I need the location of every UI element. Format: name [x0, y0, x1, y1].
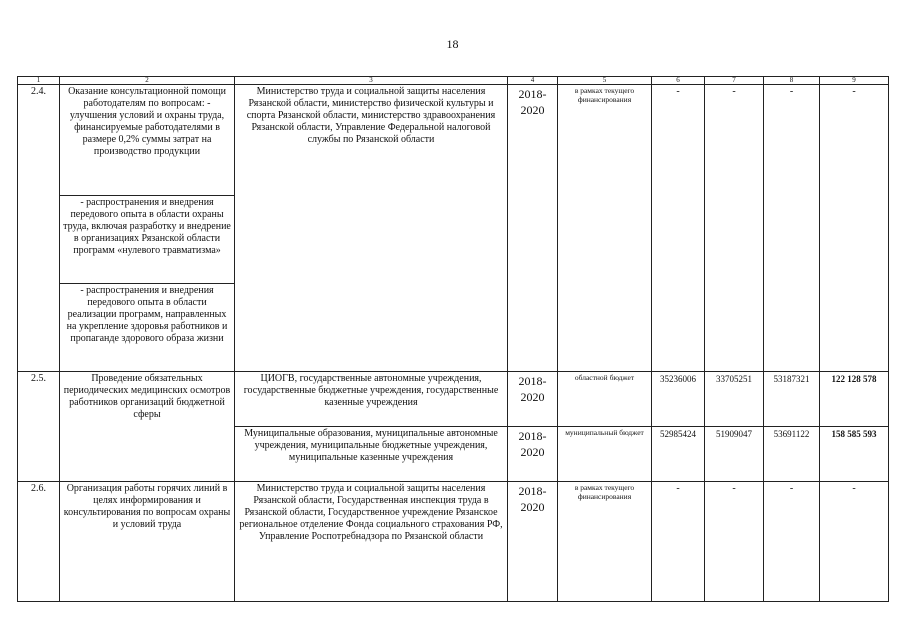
- executor-cell: Министерство труда и социальной защиты населения Рязанской области, Государственная инспекция труда в Рязанской области, Государственное учреждение Рязанское региональное отделение Фонда социального страхования РФ, Управление Роспотребнадзора по Рязанской области: [235, 482, 508, 602]
- column-number-row: [18, 77, 889, 85]
- amount-2019-cell: -: [705, 482, 764, 602]
- plan-table: [17, 76, 889, 602]
- executor-cell: Министерство труда и социальной защиты населения Рязанской области, министерство физической культуры и спорта Рязанской области, министерство здравоохранения Рязанской области, Управление Федеральной налоговой службы по Рязанской области: [235, 85, 508, 372]
- amount-2020-cell: 53691122: [764, 427, 820, 482]
- column-header: 9: [820, 77, 889, 85]
- amount-2020-cell: -: [764, 85, 820, 372]
- years-cell: 2018-2020: [508, 482, 558, 602]
- table-row: [18, 372, 889, 427]
- amount-2018-cell: -: [652, 85, 705, 372]
- amount-2019-cell: 33705251: [705, 372, 764, 427]
- amount-total-cell: 122 128 578: [820, 372, 889, 427]
- funding-source-cell: муниципальный бюджет: [558, 427, 652, 482]
- table-row: [18, 482, 889, 602]
- funding-source-cell: в рамках текущего финансирования: [558, 85, 652, 372]
- funding-source-cell: областной бюджет: [558, 372, 652, 427]
- column-header: 3: [235, 77, 508, 85]
- amount-2018-cell: 52985424: [652, 427, 705, 482]
- amount-2019-cell: -: [705, 85, 764, 372]
- column-header: 6: [652, 77, 705, 85]
- executor-cell: Муниципальные образования, муниципальные автономные учреждения, муниципальные бюджетные учреждения, муниципальные казенные учреждения: [235, 427, 508, 482]
- funding-source-cell: в рамках текущего финансирования: [558, 482, 652, 602]
- activity-cell: Организация работы горячих линий в целях информирования и консультирования по вопросам охраны и условий труда: [60, 482, 235, 602]
- column-header: 8: [764, 77, 820, 85]
- row-number: 2.5.: [18, 372, 60, 482]
- amount-2020-cell: 53187321: [764, 372, 820, 427]
- amount-2019-cell: 51909047: [705, 427, 764, 482]
- column-header: 7: [705, 77, 764, 85]
- amount-total-cell: -: [820, 482, 889, 602]
- page-number: 18: [446, 37, 459, 51]
- executor-cell: ЦИОГВ, государственные автономные учреждения, государственные бюджетные учреждения, государственные казенные учреждения: [235, 372, 508, 427]
- amount-total-cell: -: [820, 85, 889, 372]
- column-header: 2: [60, 77, 235, 85]
- activity-cell: Проведение обязательных периодических медицинских осмотров работников организаций бюджетной сферы: [60, 372, 235, 482]
- years-cell: 2018-2020: [508, 372, 558, 427]
- activity-cell: - распространения и внедрения передового опыта в области охраны труда, включая разработку и внедрение в организациях Рязанской области программ «нулевого травматизма»: [60, 196, 235, 284]
- row-number: 2.6.: [18, 482, 60, 602]
- activity-cell: - распространения и внедрения передового опыта в области реализации программ, направленных на укрепление здоровья работников и пропаганде здорового образа жизни: [60, 284, 235, 372]
- amount-2018-cell: -: [652, 482, 705, 602]
- row-number: 2.4.: [18, 85, 60, 372]
- amount-total-cell: 158 585 593: [820, 427, 889, 482]
- activity-cell: Оказание консультационной помощи работодателям по вопросам: - улучшения условий и охраны труда, финансируемые работодателями в размере 0,2% суммы затрат на производство продукции: [60, 85, 235, 196]
- years-cell: 2018-2020: [508, 427, 558, 482]
- table-row: [18, 85, 889, 196]
- amount-2018-cell: 35236006: [652, 372, 705, 427]
- amount-2020-cell: -: [764, 482, 820, 602]
- years-cell: 2018-2020: [508, 85, 558, 372]
- column-header: 4: [508, 77, 558, 85]
- column-header: 5: [558, 77, 652, 85]
- column-header: 1: [18, 77, 60, 85]
